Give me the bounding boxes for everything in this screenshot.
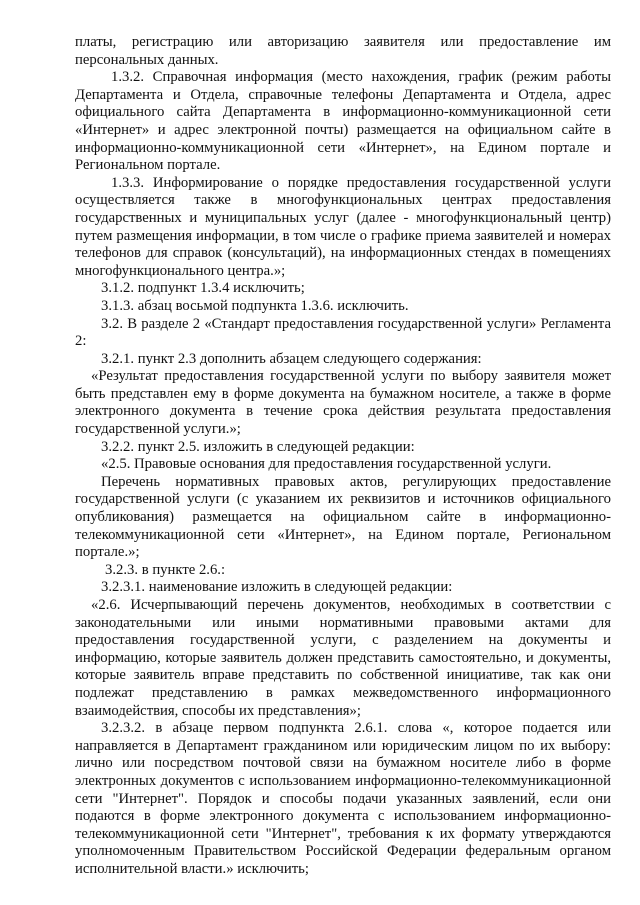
paragraph-3-2-3: 3.2.3. в пункте 2.6.: xyxy=(105,561,226,578)
paragraph-1-3-3: 1.3.3. Информирование о порядке предоставления государственной услуги осуществляется также в многофункциональных центрах предоставления государственных и муниципальных услуг (далее - многофункциональный центр) путем размещения информации, в том числе о графике приема заявителей и номерах телефонов для справок (консультаций), на информационных стендах в помещениях многофункционального центра.»; xyxy=(75,174,611,279)
paragraph-3-1-2: 3.1.2. подпункт 1.3.4 исключить; xyxy=(101,280,305,297)
paragraph-legal-acts: Перечень нормативных правовых актов, регулирующих предоставление государственной услуги (с указанием их реквизитов и источников официального опубликования) размещается на официальном сайте в информационно-телекоммуникационной сети «Интернет», на Едином портале, Региональном портале.»; xyxy=(75,473,611,561)
paragraph-3-1-3: 3.1.3. абзац восьмой подпункта 1.3.6. исключить. xyxy=(101,297,409,314)
paragraph-2-5-heading: «2.5. Правовые основания для предоставления государственной услуги. xyxy=(101,456,552,473)
paragraph-3-2: 3.2. В разделе 2 «Стандарт предоставления государственной услуги» Регламента 2: xyxy=(75,315,611,350)
paragraph-3-2-3-1: 3.2.3.1. наименование изложить в следующей редакции: xyxy=(101,579,453,596)
paragraph-1-3-2: 1.3.2. Справочная информация (место нахождения, график (режим работы Департамента и Отдела, справочные телефоны Департамента и Отдела, адрес официального сайта Департамента в информационно-коммуникационной сети «Интернет» и адрес электронной почты) размещается на официальном сайте в информационно-коммуникационной сети «Интернет», на Едином портале и Региональном портале. xyxy=(75,69,611,174)
paragraph-3-2-3-2: 3.2.3.2. в абзаце первом подпункта 2.6.1. слова «, которое подается или направляется в Департамент гражданином или юридическим лицом по их выбору: лично или посредством почтовой связи на бумажном носителе либо в форме электронных документов с использованием информационно-телекоммуникационной сети "Интернет". Порядок и способы подачи указанных заявлений, если они подаются в форме электронного документа с использованием информационно-телекоммуникационной сети "Интернет", требования к их формату утверждаются уполномоченным Правительством Российской Федерации федеральным органом исполнительной власти.» исключить; xyxy=(75,720,611,877)
paragraph-personal-data: платы, регистрацию или авторизацию заявителя или предоставление им персональных данных. xyxy=(75,34,611,68)
paragraph-result-quote: «Результат предоставления государственной услуги по выбору заявителя может быть представлен ему в форме документа на бумажном носителе, а также в форме электронного документа в течение срока действия результата предоставления государственной услуги.»; xyxy=(75,368,611,438)
paragraph-2-6-quote: «2.6. Исчерпывающий перечень документов, необходимых в соответствии с законодательными или иными нормативными правовыми актами для предоставления государственной услуги, с разделением на документы и информацию, которые заявитель должен представить самостоятельно, и документы, которые заявитель вправе представить по собственной инициативе, так как они подлежат представлению в рамках межведомственного информационного взаимодействия, способы их представления»; xyxy=(75,597,611,719)
paragraph-3-2-2: 3.2.2. пункт 2.5. изложить в следующей редакции: xyxy=(101,438,415,455)
paragraph-3-2-1: 3.2.1. пункт 2.3 дополнить абзацем следующего содержания: xyxy=(101,350,482,367)
